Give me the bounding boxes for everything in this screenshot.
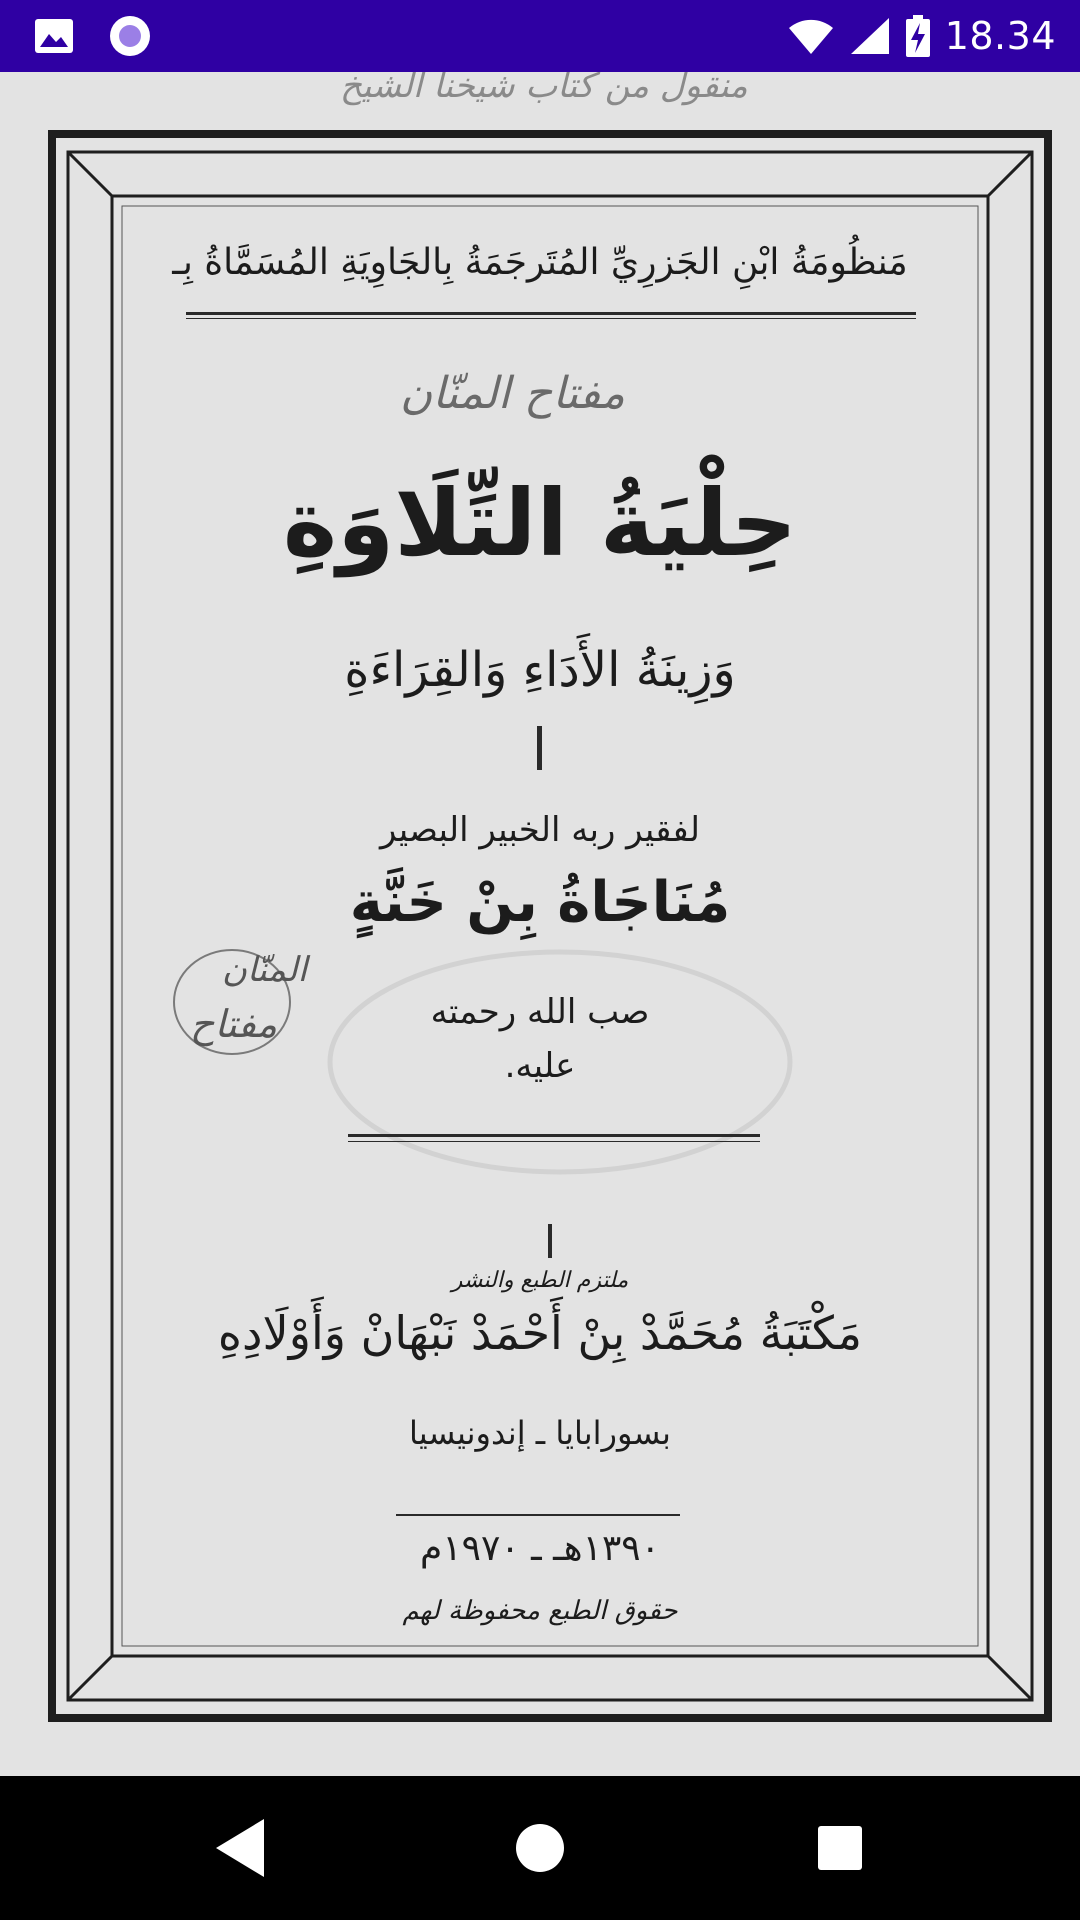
- back-button[interactable]: [204, 1812, 276, 1884]
- year-overline: [396, 1514, 680, 1516]
- navigation-bar: [0, 1776, 1080, 1920]
- clock: 18.34: [944, 14, 1056, 58]
- book-title: حِلْيَةُ التِّلَاوَةِ: [282, 470, 798, 577]
- divider-mark-2: [548, 1224, 552, 1258]
- book-subtitle: وَزِينَةُ الأَدَاءِ وَالقِرَاءَةِ: [344, 642, 736, 698]
- middle-divider: [348, 1134, 760, 1137]
- header-line: مَنظُومَةُ ابْنِ الجَزرِيِّ المُتَرجَمَةُ بِالجَاوِيَةِ المُسَمَّاةُ بِـ: [172, 242, 908, 283]
- author-name: مُنَاجَاةُ بِنْ خَنَّةٍ: [349, 870, 731, 935]
- publisher-name: مَكْتَبَةُ مُحَمَّدْ بِنْ أَحْمَدْ نَبْهَانْ وَأَوْلَادِهِ: [217, 1306, 863, 1360]
- handwritten-margin-note-2: مفتاح: [190, 1002, 278, 1046]
- status-bar: [0, 0, 1080, 72]
- handwritten-top-note: منقول من كتاب شيخنا الشيخ: [340, 72, 748, 106]
- record-icon: [108, 14, 152, 58]
- image-icon: [34, 18, 74, 54]
- publisher-label: ملتزم الطبع والنشر: [451, 1268, 629, 1293]
- home-icon: [515, 1823, 565, 1873]
- author-intro: لفقير ربه الخبير البصير: [380, 810, 700, 850]
- recents-button[interactable]: [804, 1812, 876, 1884]
- recents-icon: [817, 1825, 863, 1871]
- signal-icon: [849, 16, 891, 56]
- wifi-icon: [787, 16, 835, 56]
- middle-divider-2: [348, 1141, 760, 1142]
- home-button[interactable]: [504, 1812, 576, 1884]
- header-underline-2: [186, 318, 916, 319]
- status-notifications: [34, 14, 152, 58]
- divider-mark: [537, 726, 542, 770]
- publication-year: ١٣٩٠هـ ـ ١٩٧٠م: [420, 1528, 660, 1569]
- handwritten-title-note: مفتاح المنّان: [400, 368, 625, 419]
- copyright-notice: حقوق الطبع محفوظة لهم: [402, 1596, 678, 1626]
- handwritten-margin-note-1: المنّان: [222, 950, 308, 990]
- header-underline: [186, 312, 916, 315]
- author-prayer-line-2: عليه.: [504, 1046, 576, 1086]
- publisher-location: بسورابايا ـ إندونيسيا: [409, 1414, 671, 1452]
- document-page: [0, 72, 1080, 1776]
- author-prayer-line-1: صب الله رحمته: [430, 992, 650, 1032]
- battery-charging-icon: [905, 14, 931, 58]
- document-viewer[interactable]: [0, 72, 1080, 1776]
- status-system: [787, 10, 1056, 62]
- back-icon: [212, 1817, 268, 1879]
